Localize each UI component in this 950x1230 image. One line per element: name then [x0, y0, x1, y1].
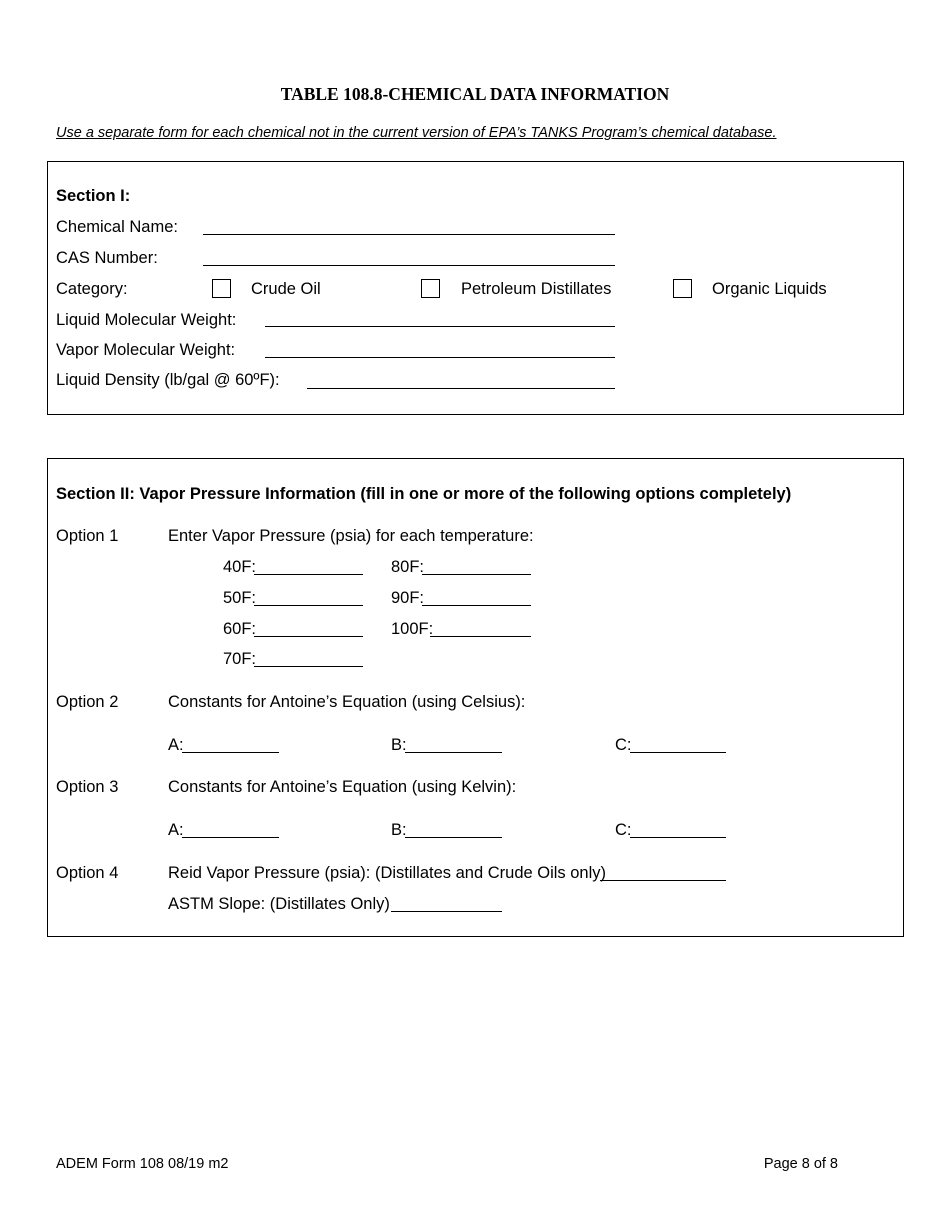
chemical-name-field[interactable]	[203, 234, 615, 235]
liquid-mw-field[interactable]	[265, 326, 615, 327]
option3-text: Constants for Antoine’s Equation (using Kelvin):	[168, 778, 517, 796]
temp-80f-field[interactable]	[422, 574, 531, 575]
option2-a-label: A:	[168, 736, 184, 754]
instruction-text: Use a separate form for each chemical not in the current version of EPA’s TANKS Program’s chemical database.	[56, 125, 777, 141]
temp-50f-label: 50F:	[223, 589, 257, 607]
temp-40f-label: 40F:	[223, 558, 257, 576]
temp-80f-label: 80F:	[391, 558, 425, 576]
option3-a-label: A:	[168, 821, 184, 839]
temp-60f-field[interactable]	[254, 636, 363, 637]
temp-70f-label: 70F:	[223, 650, 257, 668]
option2-b-field[interactable]	[405, 752, 502, 753]
temp-100f-label: 100F:	[391, 620, 434, 638]
temp-70f-field[interactable]	[254, 666, 363, 667]
footer-page-number: Page 8 of 8	[763, 1156, 838, 1172]
reid-vapor-pressure-field[interactable]	[600, 880, 726, 881]
astm-slope-field[interactable]	[391, 911, 502, 912]
liquid-mw-label: Liquid Molecular Weight:	[56, 311, 237, 329]
vapor-mw-field[interactable]	[265, 357, 615, 358]
temp-60f-label: 60F:	[223, 620, 257, 638]
option3-label: Option 3	[56, 778, 119, 796]
option3-a-field[interactable]	[182, 837, 279, 838]
temp-90f-label: 90F:	[391, 589, 425, 607]
crude-oil-label: Crude Oil	[251, 280, 321, 298]
option1-text: Enter Vapor Pressure (psia) for each temperature:	[168, 527, 534, 545]
chemical-name-label: Chemical Name:	[56, 218, 178, 236]
petroleum-distillates-label: Petroleum Distillates	[461, 280, 612, 298]
crude-oil-checkbox[interactable]	[212, 279, 231, 298]
option2-text: Constants for Antoine’s Equation (using Celsius):	[168, 693, 526, 711]
footer-form-id: ADEM Form 108 08/19 m2	[56, 1156, 229, 1172]
option2-c-field[interactable]	[630, 752, 726, 753]
option3-b-field[interactable]	[405, 837, 502, 838]
cas-number-field[interactable]	[203, 265, 615, 266]
petroleum-distillates-checkbox[interactable]	[421, 279, 440, 298]
temp-90f-field[interactable]	[422, 605, 531, 606]
organic-liquids-checkbox[interactable]	[673, 279, 692, 298]
option2-label: Option 2	[56, 693, 119, 711]
option4-label: Option 4	[56, 864, 119, 882]
organic-liquids-label: Organic Liquids	[712, 280, 827, 298]
category-label: Category:	[56, 280, 128, 298]
option2-a-field[interactable]	[182, 752, 279, 753]
option4-text: Reid Vapor Pressure (psia): (Distillates and Crude Oils only)	[168, 864, 607, 882]
page-title: TABLE 108.8-CHEMICAL DATA INFORMATION	[280, 84, 670, 104]
cas-number-label: CAS Number:	[56, 249, 158, 267]
option3-b-label: B:	[391, 821, 407, 839]
section2-heading: Section II: Vapor Pressure Information (fill in one or more of the following options completely)	[56, 485, 792, 503]
option2-c-label: C:	[615, 736, 632, 754]
option2-b-label: B:	[391, 736, 407, 754]
astm-slope-label: ASTM Slope: (Distillates Only)	[168, 895, 390, 913]
liquid-density-field[interactable]	[307, 388, 615, 389]
liquid-density-label: Liquid Density (lb/gal @ 60ºF):	[56, 371, 280, 389]
option1-label: Option 1	[56, 527, 119, 545]
option3-c-field[interactable]	[630, 837, 726, 838]
vapor-mw-label: Vapor Molecular Weight:	[56, 341, 236, 359]
temp-100f-field[interactable]	[430, 636, 531, 637]
section1-heading: Section I:	[56, 187, 131, 205]
temp-50f-field[interactable]	[254, 605, 363, 606]
temp-40f-field[interactable]	[254, 574, 363, 575]
option3-c-label: C:	[615, 821, 632, 839]
